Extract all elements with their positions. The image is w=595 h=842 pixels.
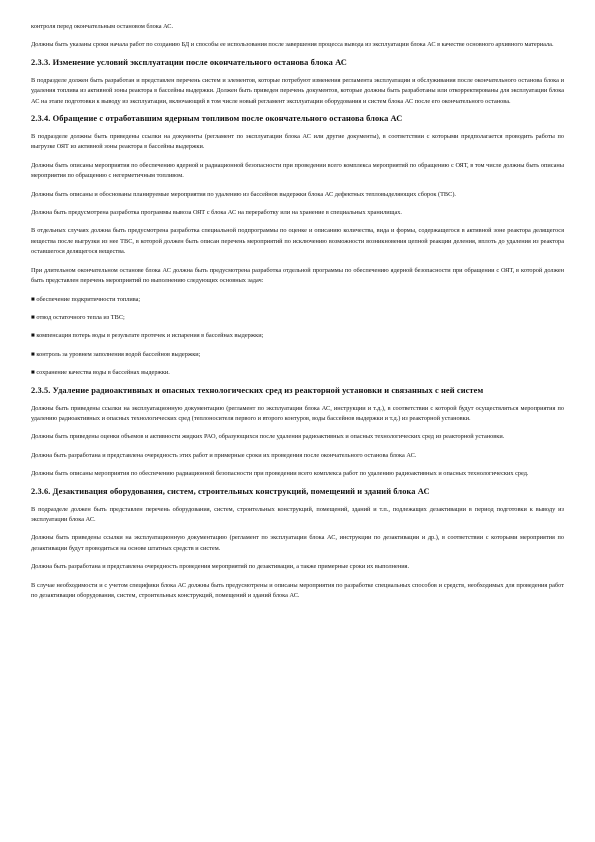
paragraph: контроля перед окончательным остановом блока АС.	[31, 23, 174, 30]
list-item: ■ сохранение качества воды в бассейнах выдержки.	[31, 369, 170, 377]
section-heading: 2.3.5. Удаление радиоактивных и опасных технологических сред из реакторной установки и связанных с ней систем	[31, 385, 484, 395]
paragraph: В случае необходимости и с учетом специфики блока АС должны быть предусмотрены и описаны мероприятия по разработке специальных способов и средств, необходимых для проведения работ по дезактивации оборудования, систем, строительных конструкций, помещений и зданий блока АС.	[31, 581, 564, 599]
list-item: ■ обеспечение подкритичности топлива;	[31, 295, 141, 303]
paragraph: Должны быть приведены ссылки на эксплуатационную документацию (регламент по эксплуатации блока АС, инструкции по дезактивации и др.), в соответствии с которыми мероприятия по дезактивации будут проводиться на основе штатных средств и систем.	[31, 534, 564, 552]
list-item: ■ отвод остаточного тепла из ТВС;	[31, 313, 125, 321]
paragraph: Должны быть приведены оценки объемов и активности жидких РАО, образующихся после удаления радиоактивных и опасных технологических сред из реакторной установки.	[31, 433, 505, 441]
paragraph: Должны быть указаны сроки начала работ по созданию БД и способы ее использования после завершения процесса вывода из эксплуатации блока АС в качестве основного архивного материала.	[31, 41, 554, 49]
paragraph: Должны быть приведены ссылки на эксплуатационную документацию (регламент по эксплуатации блока АС, инструкции и т.д.), в соответствии с которой будут осуществляться мероприятия по удалению радиоактивных и опасных технологических сред (теплоносителя первого и второго контуров, воды бассейнов выдержки и т.д.) из реакторной установки.	[31, 404, 564, 422]
paragraph: В подразделе должны быть приведены ссылки на документы (регламент по эксплуатации блока АС или другие документы), в соответствии с которыми предполагается проводить работы по выгрузке ОЯТ из активной зоны реактора в бассейны выдержки.	[31, 133, 564, 151]
section-heading: 2.3.6. Дезактивация оборудования, систем, строительных конструкций, помещений и зданий блока АС	[31, 486, 430, 496]
paragraph: Должны быть описаны и обоснованы планируемые мероприятия по удалению из бассейнов выдержки блока АС дефектных тепловыделяющих сборок (ТВС).	[31, 190, 457, 198]
list-item: ■ контроль за уровнем заполнения водой бассейнов выдержки;	[31, 350, 201, 358]
paragraph: В подразделе должен быть представлен перечень оборудования, систем, строительных конструкций, помещений, зданий и т.п., подлежащих дезактивации в период подготовки к выводу из эксплуатации блока АС.	[31, 505, 564, 523]
paragraph: Должны быть описаны мероприятия по обеспечению ядерной и радиационной безопасности при проведении всего комплекса мероприятий по обращению с ОЯТ, в том числе должны быть описаны мероприятия по обращению с негерметичным топливом.	[31, 161, 564, 180]
list-item: ■ компенсация потерь воды в результате протечек и испарения в бассейнах выдержки;	[31, 332, 264, 340]
paragraph: Должна быть разработана и представлена очередность этих работ и примерные сроки их проведения после окончательного останова блока АС.	[31, 451, 417, 459]
paragraph: Должны быть описаны мероприятия по обеспечению радиационной безопасности при проведении всего комплекса работ по удалению радиоактивных и опасных технологических сред.	[31, 470, 529, 478]
section-heading: 2.3.3. Изменение условий эксплуатации после окончательного останова блока АС	[31, 57, 347, 67]
paragraph: Должна быть предусмотрена разработка программы вывоза ОЯТ с блока АС на переработку или на хранение в специальных хранилищах.	[31, 209, 402, 217]
paragraph: При длительном окончательном останове блока АС должна быть предусмотрена разработка отдельной программы по обеспечению ядерной безопасности при обращении с ОЯТ, в которой должен быть представлен перечень мероприятий по выполнению следующих основных задач:	[31, 266, 564, 285]
section-heading: 2.3.4. Обращение с отработавшим ядерным топливом после окончательного останова блока АС	[31, 114, 403, 124]
document-page	[31, 22, 564, 601]
paragraph: В подразделе должен быть разработан и представлен перечень систем и элементов, которые потребуют изменения регламента эксплуатации и обслуживания после окончательного останова блока и удаления топлива из активной зоны реактора в бассейны выдержки. Должен быть приведен перечень документов, которые должны быть разработаны или откорректированы для эксплуатации блока АС на этапе подготовки к выводу из эксплуатации, включающий в том числе новый регламент эксплуатации оборудования и систем блока АС после его окончательного останова.	[31, 76, 564, 105]
paragraph: В отдельных случаях должна быть предусмотрена разработка специальной подпрограммы по оценке и описанию количества, вида и формы, содержащегося в активной зоне реактора делящегося вещества после выгрузки из нее ТВС, в которой должен быть описан перечень мероприятий по исключению возможности возникновения цепной реакции деления, вплоть до удаления из реактора оставшегося делящегося вещества.	[31, 227, 564, 256]
paragraph: Должна быть разработана и представлена очередность проведения мероприятий по дезактивации, а также примерные сроки их выполнения.	[31, 563, 410, 571]
